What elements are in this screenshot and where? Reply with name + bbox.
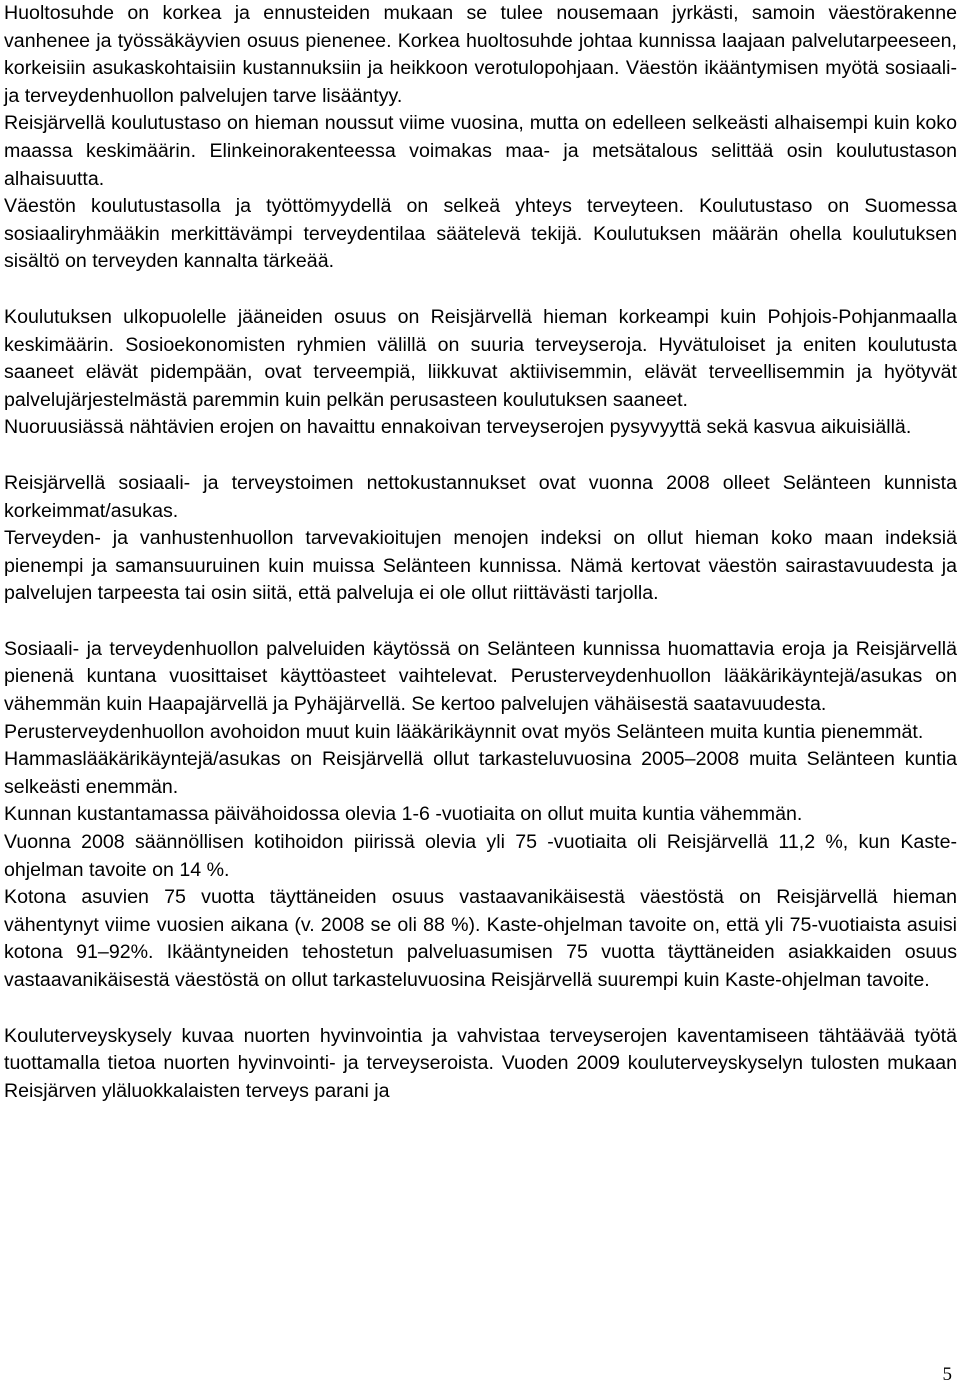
paragraph-dental-visits: Hammaslääkärikäyntejä/asukas on Reisjärvellä ollut tarkasteluvuosina 2005–2008 muita Selänteen kuntia selkeästi enemmän. — [4, 748, 957, 798]
paragraph-dependency-ratio: Huoltosuhde on korkea ja ennusteiden mukaan se tulee nousemaan jyrkästi, samoin väestörakenne vanhenee ja työssäkäyvien osuus pienenee. Korkea huoltosuhde johtaa kunnissa laajaan palvelutarpeeseen, korkeisiin asukaskohtaisiin kustannuksiin ja heikkoon verotulopohjaan. Väestön ikääntymisen myötä sosiaali- ja terveydenhuollon palvelujen tarve lisääntyy. — [4, 2, 957, 107]
paragraph-living-at-home: Kotona asuvien 75 vuotta täyttäneiden osuus vastaavanikäisestä väestöstä on Reisjärvellä hieman vähentynyt viime vuosien aikana (v. 2008 se oli 88 %). Kaste-ohjelman tavoite on, että yli 75-vuotiaista asuisi kotona 91–92%. Ikääntyneiden tehostetun palveluasumisen 75 vuotta täyttäneiden asiakkaiden osuus vastaavanikäisestä väestöstä on ollut tarkasteluvuosina Reisjärvellä suurempi kuin Kaste-ohjelman tavoite. — [4, 886, 957, 991]
paragraph-youth-differences: Nuoruusiässä nähtävien erojen on havaittu ennakoivan terveyserojen pysyvyyttä sekä kasvua aikuisiällä. — [4, 416, 912, 439]
page-number: 5 — [942, 1364, 952, 1385]
paragraph-outpatient-visits: Perusterveydenhuollon avohoidon muut kuin lääkärikäynnit ovat myös Selänteen muita kuntia pienemmät. — [4, 720, 924, 743]
paragraph-school-health-survey: Kouluterveyskysely kuvaa nuorten hyvinvointia ja vahvistaa terveyserojen kaventamiseen tähtäävää työtä tuottamalla tietoa nuorten hyvinvointi- ja terveyseroista. Vuoden 2009 kouluterveyskyselyn tulosten mukaan Reisjärven yläluokkalaisten terveys parani ja — [4, 1024, 957, 1102]
paragraph-service-differences: Sosiaali- ja terveydenhuollon palveluiden käytössä on Selänteen kunnissa huomattavia eroja ja Reisjärvellä pienenä kuntana vuosittaiset käyttöasteet vaihtelevat. Perusterveydenhuollon lääkärikäyntejä/asukas on vähemmän kuin Haapajärvellä ja Pyhäjärvellä. Se kertoo palvelujen vähäisestä saatavuudesta. — [4, 637, 957, 716]
paragraph-socioeconomic-differences: Koulutuksen ulkopuolelle jääneiden osuus on Reisjärvellä hieman korkeampi kuin Pohjois-Pohjanmaalla keskimäärin. Sosioekonomisten ryhmien välillä on suuria terveyseroja. Hyvätuloiset ja eniten koulutusta saaneet elävät pidempään, ovat terveempiä, liikkuvat aktiivisemmin, elävät terveellisemmin ja hyötyvät palvelujärjestelmästä paremmin kuin pelkän perusasteen koulutuksen saaneet. — [4, 305, 957, 411]
paragraph-net-costs: Reisjärvellä sosiaali- ja terveystoimen nettokustannukset ovat vuonna 2008 olleet Selänteen kunnista korkeimmat/asukas. — [4, 471, 957, 522]
paragraph-daycare: Kunnan kustantamassa päivähoidossa olevia 1-6 -vuotiaita on ollut muita kuntia vähemmän. — [4, 803, 803, 826]
document-body — [4, 0, 957, 1105]
section-school-health-survey — [4, 1023, 957, 1106]
section-health-inequality — [4, 304, 957, 442]
paragraph-home-care: Vuonna 2008 säännöllisen kotihoidon piirissä olevia yli 75 -vuotiaita oli Reisjärvellä 11,2 %, kun Kaste-ohjelman tavoite on 14 %. — [4, 831, 957, 881]
paragraph-education-health: Väestön koulutustasolla ja työttömyydellä on selkeä yhteys terveyteen. Koulutustaso on Suomessa sosiaaliryhmääkin merkittävämpi terveydentilaa säätelevä tekijä. Koulutuksen määrän ohella koulutuksen sisältö on terveyden kannalta tärkeää. — [4, 195, 957, 273]
section-costs — [4, 470, 957, 608]
section-dependency-and-education — [4, 0, 957, 276]
paragraph-cost-index: Terveyden- ja vanhustenhuollon tarvevakioitujen menojen indeksi on ollut hieman koko maan indeksiä pienempi ja samansuuruinen kuin muissa Selänteen kunnissa. Nämä kertovat väestön sairastavuudesta ja palvelujen tarpeesta tai osin siitä, että palveluja ei ole ollut riittävästi tarjolla. — [4, 527, 957, 605]
section-service-use — [4, 636, 957, 995]
paragraph-education-level: Reisjärvellä koulutustaso on hieman noussut viime vuosina, mutta on edelleen selkeästi alhaisempi kuin koko maassa keskimäärin. Elinkeinorakenteessa voimakas maa- ja metsätalous selittää osin koulutustason alhaisuutta. — [4, 112, 957, 190]
